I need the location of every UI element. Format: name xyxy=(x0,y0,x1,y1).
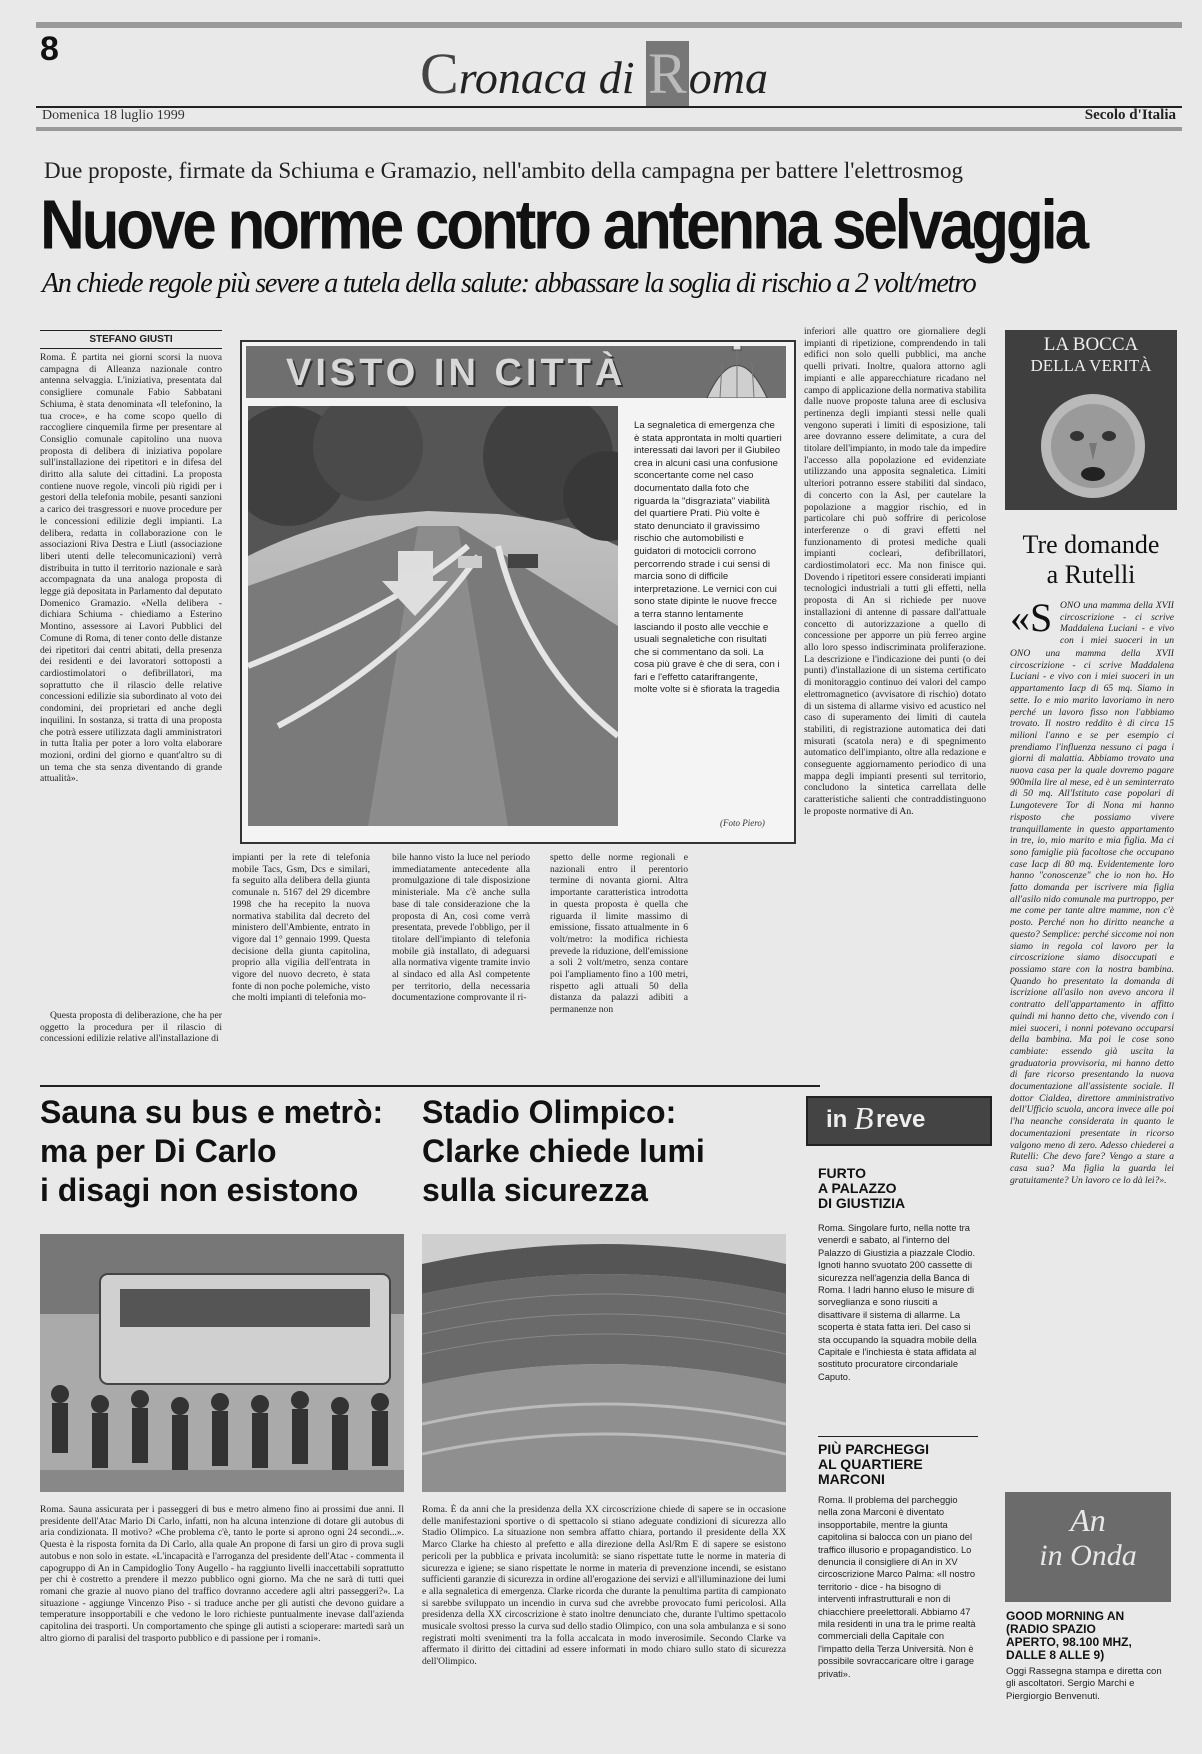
masthead-band xyxy=(36,127,1182,131)
inbreve-rule xyxy=(818,1436,978,1437)
visto-caption: La segnaletica di emergenza che è stata approntata in molti quartieri interessati dai lavori per il Giubileo crea in alcuni casi una confusione sconcertante come nel caso documentato dalla foto che riguarda la "disgraziata" viabilità del quartiere Prati. Più volte è stato denunciato il gravissimo rischio che automobilisti e guidatori di motocicli corrono percorrendo strade i cui sensi di marcia sono di difficile interpretazione. Le vernici con cui sono state dipinte le nuove frecce a terra stanno lentamente lasciando il posto alle vecchie e usuali segnaletiche con risultati che si commentano da soli. La cosa più grave è che di sera, con i fari e l'effetto catarifrangente, molte volte si è sfiorata la tragedia xyxy=(634,420,782,696)
inbreve-item2-title-3: MARCONI xyxy=(818,1471,885,1487)
inonda-logo-2: in Onda xyxy=(1039,1539,1137,1572)
inbreve-logo-b: B xyxy=(854,1100,874,1136)
main-col-1b: Questa proposta di deliberazione, che ha per oggetto la procedura per il rilascio di concessioni edilizie relative all'installazione di xyxy=(40,1010,222,1045)
inonda-title-4: DALLE 8 ALLE 9) xyxy=(1006,1648,1105,1662)
top-band xyxy=(36,22,1182,28)
visto-credit: (Foto Piero) xyxy=(720,818,765,828)
sauna-headline xyxy=(40,1093,383,1210)
main-col-2: impianti per la rete di telefonia mobile Tacs, Gsm, Dcs e similari, fa seguito alla delibera della giunta comunale n. 5167 del 29 dicembre 1998 che ha recepito la nuova normativa stabilita dal decreto del ministero dell'Ambiente, entrato in vigore dal 1° gennaio 1999. Questa decisione della giunta capitolina, proprio alla vigilia dell'entrata in vigore del nuovo decreto, è stata fonte di non poche polemiche, visto che molti impianti di telefonia mo- xyxy=(232,852,370,1004)
inbreve-item2-title-2: AL QUARTIERE xyxy=(818,1456,923,1472)
main-col-1: Roma. È partita nei giorni scorsi la nuova campagna di Alleanza nazionale contro antenna selvaggia. L'iniziativa, presentata dal consigliere comunale Fabio Sabbatani Schiuma, è stata denominata «Il telefonino, la tua croce», e ha come scopo quello di raccogliere cinquemila firme per presentare al Consiglio comunale capitolino una nuova proposta di delibera di iniziativa popolare sull'installazione dei ripetitori e in difesa del diritto alla salute dei cittadini. La proposta contiene nuove regole, vincoli più rigidi per i gestori della telefonia mobile, pesanti sanzioni a carico dei trasgressori e nuove procedure per le concessioni edilizie degli impianti. La delibera, redatta in collaborazione con le associazioni Riva Destra e Liutl (associazione liberi utenti delle telecomunicazioni) verrà distribuita in tutto il territorio nazionale e sarà accompagnata da una analoga proposta di legge già depositata in Parlamento dal deputato Domenico Gramazio. «Nella delibera - dichiara Schiuma - chiediamo a Esterino Montino, assessore ai Lavori Pubblici del Comune di Roma, di tener conto delle distanze dei ripetitori dai centri abitati, della presenza dei residenti e dei lavoratori sottoposti a cardiostimolatori o defibrillatori, ma soprattutto che il rilascio delle relative concessioni edilizie sia subordinato al voto dei condomini, dei proprietari ed anche degli inquilini. In sostanza, si tratta di una proposta che potrà essere utilizzata dagli amministratori in tutta Italia per poter a loro volta elaborare mozioni, ordini del giorno e quant'altro su di un tema che sta senza diventando di grande attualità». xyxy=(40,352,222,785)
bocca-title-2: DELLA VERITÀ xyxy=(1030,356,1152,375)
page-number: 8 xyxy=(40,30,59,68)
main-col-5: inferiori alle quattro ore giornaliere degli impianti di ripetizione, comprendendo in tali edifici non solo quelli pubblici, ma anche quelli privati. Inoltre, qualora attorno agli impianti e alle apparecchiature ricadano nel campo di applicazione della normativa stabilita dalle nuove proposte taluna aree di esclusiva pertinenza degli impianti stessi nelle quali vengono superati i limiti di esposizione, tali aree dovranno essere delimitate, a cura del titolare dell'impianto, in modo tale da impedire l'accesso alla popolazione ed evidenziate utilizzando una apposita segnaletica. Limiti ulteriori potranno essere stabiliti dal sindaco, di concerto con la Asl, per cautelare la popolazione a maggior rischio, ed in particolare chi può soffrire di pericolose interferenze o di gravi effetti nel funzionamento di protesi mediche quali impianti cocleari, defibrillatori, cardiostimolatori ecc. Ma non finisce qui. Dovendo i ripetitori essere considerati impianti tecnologici industriali a tutti gli effetti, nella proposta di An si richiede per nuove installazioni di antenne di passare dall'attuale concetto di autorizzazione a quello di concessione per apporre un più ferreo argine allo loro spesso indiscriminata proliferazione. La descrizione e l'indicazione dei punti (o dei punti) d'installazione di un sistema certificato di monitoraggio continuo dei valori del campo elettromagnetico (avvisatore di rischio) dotato di un sistema di allarme visivo ed acustico nel caso di superamento dei limiti di cautela stabiliti, di registrazione automatica dei dati misurati (scatola nera) e di spegnimento automatico dell'impianto, oltre alla redazione e conseguente aggiornamento periodico di una mappa degli impianti presenti sul territorio, concludono la sintetica carrellata delle caratteristiche salienti che contraddistinguono le proposte normative di An. xyxy=(804,326,986,817)
bocca-mask-icon xyxy=(1041,388,1145,507)
sauna-photo xyxy=(40,1234,404,1492)
dome-icon xyxy=(702,346,772,398)
stadio-text: Roma. È da anni che la presidenza della XX circoscrizione chiede di sapere se in occasione delle manifestazioni sportive o di spettacolo si stiano adeguate condizioni di sicurezza allo Stadio Olimpico. La situazione non sembra affatto chiara, portando il presidente della XX Marco Clarke ha chiesto al prefetto e alla direzione della Asl/Rm E di sapere se esistono pericoli per la pubblica e privata incolumità: se siano rispettate tutte le norme in materia di sicurezza e igiene; se siano rispettate le norme in materia di prevenzione incendi, se esistano sufficienti garanzie di sicurezza in ordine all'erogazione dei servizi e all'illuminazione dei lumi e alla segnaletica di emergenza. Clarke ricorda che durante la penultima partita di campionato si sarebbe sviluppato un incendio in curva sud che avrebbe provocato fumi pericolosi. Alla presidenza della XX circoscrizione è stato inoltre denunciato che, durante l'ultimo spettacolo musicale svoltosi presso la curva sud dello stadio Olimpico, con una sola ambulanza e si sono registrati molti svenimenti tra la folla accalcata in modo inverosimile. Secondo Clarke va affermato il diritto dei cittadini ad essere informati in modo chiaro sullo stato di sicurezza dell'Olimpico. xyxy=(422,1504,786,1668)
main-headline: Nuove norme contro antenna selvaggia xyxy=(40,187,1086,265)
sauna-headline-2: ma per Di Carlo xyxy=(40,1133,277,1169)
inonda-title xyxy=(1006,1610,1132,1662)
newspaper-name: Secolo d'Italia xyxy=(1084,107,1176,123)
stadio-headline xyxy=(422,1093,705,1210)
inbreve-logo-in: in xyxy=(826,1106,848,1133)
inbreve-item1-title-1: FURTO xyxy=(818,1165,866,1181)
sauna-text: Roma. Sauna assicurata per i passeggeri di bus e metro almeno fino ai prossimi due anni. Il presidente dell'Atac Mario Di Carlo, infatti, non ha alcuna intenzione di dotare gli autobus di aria condizionata. Il motivo? «Che problema c'è, tanto le porte si aprono ogni 24 secondi...». Questa è la risposta fornita da Di Carlo, alla quale An propone di farsi un giro di prova sugli autobus e non solo in estate. «L'incapacità e l'arroganza del presidente dell'Atac - commenta il capogruppo di An in Campidoglio Tony Augello - ha raggiunto livelli inaccettabili soprattutto per chi è costretto a prendere il mezzo pubblico ogni giorno. Ma che ne sarà di tutti quei romani che grazie al nuovo piano del traffico dovranno accedere agli altri passeggeri?». La situazione - aggiunge Vincenzo Piso - si traduce anche per gli autisti che devono guidare a temperature insopportabili e che vedono le loro richieste puntualmente inevase dall'azienda capitolina dei trasporti. Un comportamento che spinge gli autisti a scioperare: martedì sarà un altro giorno di paralisi del trasporto pubblico e di passione per i romani». xyxy=(40,1504,404,1644)
inbreve-item2-title xyxy=(818,1442,929,1487)
inbreve-item1-title-3: DI GIUSTIZIA xyxy=(818,1195,906,1211)
section-title-end: oma xyxy=(688,52,769,103)
inbreve-item1-text: Roma. Singolare furto, nella notte tra venerdì e sabato, al l'interno del Palazzo di Giustizia a piazzale Clodio. Ignoti hanno svuotato 200 cassette di sicurezza nell'agenzia della Banca di Roma. I ladri hanno eluso le misure di sorveglianza e sono riusciti a disattivare il sistema di allarme. La scoperta è stata fatta ieri. Del caso si sta occupando la squadra mobile della Capitale e l'inchiesta è stata affidata al sostituto procuratore circondariale Caputo. xyxy=(818,1223,977,1382)
bocca-headline-2: a Rutelli xyxy=(1046,560,1136,589)
bocca-text-body: ONO una mamma della XVII circoscrizione - ci scrive Maddalena Luciani - e vivo con i miei suoceri in un appartamento Iacp di 65 mq. Siamo in sette. Io e mio marito lavoriamo in nero perché un lavoro fisso non l'abbiamo trovato. Il nostro reddito è di circa 15 milioni l'anno e se per esempio ci prendiamo l'influenza nessuno ci paga i giorni di malattia. Abbiamo trovato una nuova casa per la quale dovremo pagare 900mila lire al mese, ed è un seminterrato di 50 mq. All'Istituto case popolari di Lungotevere Tor di Nona mi hanno risposto che possiamo vivere tranquillamente in questo appartamento in tre, io, mio marito e mia figlia. Ma ci sono famiglie più facoltose che occupano case Iacp di 80 mq. Evidentemente loro hanno "conoscenze" che io non ho. Ho fatto domanda per iscrivere mia figlia all'asilo nido comunale ma purtroppo, per me come per tante altre mamme, non c'è posto. Perché non ho diritto neanche a questo? Semplice: perché siccome noi non siamo in regola col lavoro per la circoscrizione siamo disoccupati e possiamo stare con la nostra bambina. Quando ho presentato la domanda di iscrizione all'asilo non avevo ancora il contratto dell'appartamento in affitto quindi mi hanno detto che, vivendo con i miei suoceri, i nonni potevano occuparsi della bambina. Ma poi le cose sono cambiate: essendo già uscita la graduatoria provvisoria, mi hanno detto di fare ricorso presentando la nuova documentazione all'assistente sociale. Il dottor Cialdea, direttore amministrativo dell'Ufficio scuola, ancora invece alle poi l'ha neanche considerata in quanto le documentazioni presentate in ricorso valgono meno di zero. Adesso chiederei a Rutelli: Che devo fare? Vengo a stare a casa sua? Ma figlia la guarda lei gratuitamente? Un lavoro ce lo dà lei?». xyxy=(1010,648,1174,1186)
bocca-text: ONO una mamma della XVII circoscrizione - ci scrive Maddalena Luciani - e vivo con i miei suoceri in un xyxy=(1060,600,1174,647)
sauna-headline-3: i disagi non esistono xyxy=(40,1172,359,1208)
bus-crowd-photo-icon xyxy=(40,1234,404,1492)
bocca-dropcap: «S xyxy=(1010,595,1053,640)
bocca-title-1: LA BOCCA xyxy=(1043,334,1139,355)
sauna-headline-1: Sauna su bus e metrò: xyxy=(40,1094,384,1130)
bocca-headline-1: Tre domande xyxy=(1022,530,1160,559)
stadium-photo-icon xyxy=(422,1234,786,1492)
stadio-headline-2: Clarke chiede lumi xyxy=(422,1133,705,1169)
inbreve-box xyxy=(806,1096,992,1146)
byline-rule-2 xyxy=(40,348,222,349)
inonda-title-2: (RADIO SPAZIO xyxy=(1006,1622,1096,1636)
inonda-title-3: APERTO, 98.100 MHZ, xyxy=(1006,1635,1132,1649)
byline-rule xyxy=(40,330,222,331)
inbreve-logo-rest: reve xyxy=(876,1106,926,1133)
stadio-headline-1: Stadio Olimpico: xyxy=(422,1094,677,1130)
masthead-rule xyxy=(36,106,1182,108)
street-photo-icon xyxy=(248,406,618,826)
sauna-rule xyxy=(40,1085,820,1087)
visto-banner xyxy=(246,346,786,398)
issue-date: Domenica 18 luglio 1999 xyxy=(42,108,185,123)
byline: STEFANO GIUSTI xyxy=(89,334,173,345)
stadio-headline-3: sulla sicurezza xyxy=(422,1172,648,1208)
bocca-text-cont xyxy=(1010,648,1174,1446)
section-title-c: C xyxy=(420,41,459,106)
visto-photo xyxy=(248,406,618,826)
main-col-3: bile hanno visto la luce nel periodo immediatamente antecedente alla promulgazione di tale disposizione ministeriale. Ma c'è anche sulla base di tale considerazione che la proposta di An, così come verrà presentata, prevede l'obbligo, per il titolare dell'impianto di telefonia mobile già installato, di adeguarsi alla normativa vigente tramite invio al sindaco ed alla Asl competente per territorio, della necessaria documentazione comprovante il ri- xyxy=(392,852,530,1004)
stadio-photo xyxy=(422,1234,786,1492)
inbreve-item1-title-2: A PALAZZO xyxy=(818,1180,897,1196)
bocca-box xyxy=(1005,330,1177,510)
inbreve-item2-title-1: PIÙ PARCHEGGI xyxy=(818,1441,929,1457)
visto-banner-text: VISTO IN CITTÀ xyxy=(286,352,627,394)
kicker: Due proposte, firmate da Schiuma e Gramazio, nell'ambito della campagna per battere l'elettrosmog xyxy=(44,158,964,183)
inonda-box xyxy=(1005,1492,1171,1602)
section-title-r: R xyxy=(648,41,687,106)
section-title xyxy=(420,40,768,107)
section-title-mid: ronaca di xyxy=(458,52,647,103)
inonda-logo-1: An xyxy=(1070,1502,1106,1538)
inonda-title-1: GOOD MORNING AN xyxy=(1006,1609,1125,1623)
inbreve-item2-text: Roma. Il problema del parcheggio nella zona Marconi è diventato insopportabile, mentre la giunta capitolina si balocca con un piano del traffico illusorio e propagandistico. Lo denuncia il consigliere di An in XV circoscrizione Marco Palma: «Il nostro territorio - dice - ha bisogno di interventi infrastrutturali e non di chiacchiere preelettorali. Abbiamo 47 mila residenti in una tra le prime realtà commerciali della Capitale con l'impatto della Terza Università. Non è possibile sovraccaricare oltre i garage privati». xyxy=(818,1495,976,1679)
inbreve-item1-title xyxy=(818,1166,905,1211)
main-col-4: spetto delle norme regionali e nazionali entro il perentorio termine di novanta giorni. Altra importante caratteristica introdotta in questa proposta è quella che riguarda il limite massimo di emissione, fissato attualmente in 6 volt/metro: la modifica richiesta prevede la riduzione, dell'emissione a soli 2 volt/metro, senza contare poi l'ampliamento fino a 100 metri, rispetto agli attuali 50 della distanza da palazzi adibiti a permanenze non xyxy=(550,852,688,1016)
inonda-text: Oggi Rassegna stampa e diretta con gli ascoltatori. Sergio Marchi e Piergiorgio Benvenuti. xyxy=(1006,1666,1162,1702)
subheadline: An chiede regole più severe a tutela della salute: abbassare la soglia di rischio a 2 volt/metro xyxy=(42,268,976,299)
